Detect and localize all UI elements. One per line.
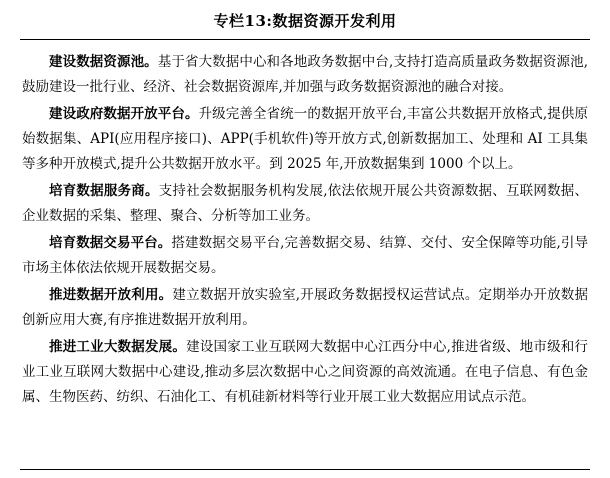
- panel-bottom-divider: [20, 469, 590, 470]
- paragraph-lead: 培育数据服务商。: [49, 183, 159, 199]
- paragraph-lead: 推进工业大数据发展。: [49, 339, 187, 355]
- paragraph: [22, 231, 588, 281]
- paragraph: [22, 283, 588, 333]
- paragraph-text: 建立数据开放实验室,开展政务数据授权运营试点。定期举办开放数据创新应用大赛,有序推进数据开放利用。: [22, 287, 589, 328]
- paragraph-text: 建设国家工业互联网大数据中心江西分中心,推进省级、地市级和行业工业互联网大数据中心建设,推动多层次数据中心之间资源的高效流通。在电子信息、有色金属、生物医药、纺织、石油化工、有机硅新材料等行业开展工业大数据应用试点示范。: [22, 339, 588, 405]
- panel-title-bar: [20, 0, 590, 40]
- paragraph: [22, 179, 588, 229]
- paragraph-lead: 建设数据资源池。: [49, 54, 158, 70]
- paragraph-lead: 推进数据开放利用。: [49, 287, 173, 303]
- paragraph-lead: 建设政府数据开放平台。: [49, 106, 199, 122]
- paragraph-text: 支持社会数据服务机构发展,依法依规开展公共资源数据、互联网数据、企业数据的采集、整理、聚合、分析等加工业务。: [22, 183, 588, 224]
- paragraph-lead: 培育数据交易平台。: [49, 235, 172, 251]
- paragraph-text: 升级完善全省统一的数据开放平台,丰富公共数据开放格式,提供原始数据集、API(应用程序接口)、APP(手机软件)等开放方式,创新数据加工、处理和 AI 工具集等多种开放模式,提升公共数据开放水平。到 2025 年,开放数据集到 1000 个以上。: [22, 106, 588, 172]
- paragraph: [22, 102, 588, 177]
- paragraph: [22, 50, 588, 100]
- document-body: [20, 40, 590, 410]
- page-title: 专栏13:数据资源开发利用: [213, 12, 397, 30]
- paragraph-text: 搭建数据交易平台,完善数据交易、结算、交付、安全保障等功能,引导市场主体依法依规开展数据交易。: [22, 235, 588, 276]
- paragraph: [22, 335, 588, 410]
- paragraph-text: 基于省大数据中心和各地政务数据中台,支持打造高质量政务数据资源池,鼓励建设一批行业、经济、社会数据资源库,并加强与政务数据资源池的融合对接。: [22, 54, 588, 95]
